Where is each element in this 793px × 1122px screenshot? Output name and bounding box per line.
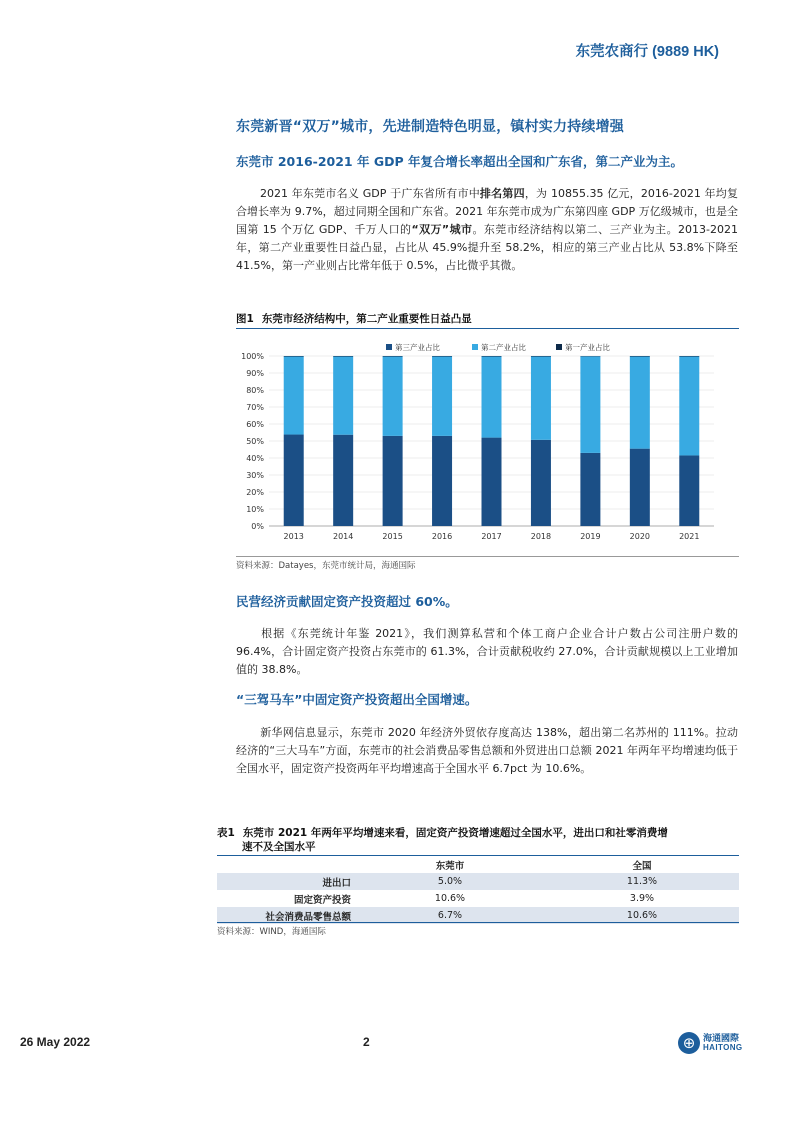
y-tick-label: 20%: [246, 488, 264, 497]
bar-2014-series-0: [333, 435, 353, 526]
bar-2016-series-0: [432, 436, 452, 526]
y-tick-label: 30%: [246, 471, 264, 480]
x-tick-label: 2014: [332, 532, 354, 541]
y-tick-label: 60%: [246, 420, 264, 429]
x-tick-label: 2020: [629, 532, 651, 541]
table-header-row: [217, 856, 739, 873]
y-tick-label: 70%: [246, 403, 264, 412]
y-tick-label: 10%: [246, 505, 264, 514]
bar-2018-series-0: [531, 440, 551, 526]
bar-2017-series-0: [482, 438, 502, 526]
bar-2013-series-0: [284, 435, 304, 526]
subheading-three-engines: “三驾马车”中固定资产投资超出全国增速。: [236, 692, 478, 707]
legend-label: 第三产业占比: [395, 343, 440, 352]
subheading-gdp-growth: 东莞市 2016-2021 年 GDP 年复合增长率超出全国和广东省，第二产业为主。: [236, 154, 683, 169]
table-row: 社会消费品零售总额 6.7% 10.6%: [217, 907, 739, 924]
x-tick-label: 2013: [283, 532, 304, 541]
y-tick-label: 50%: [246, 437, 264, 446]
bar-2014-series-1: [333, 357, 353, 435]
paragraph-private-economy: 根据《东莞统计年鉴 2021》，我们测算私营和个体工商户企业合计户数占公司注册户数的 96.4%，合计固定资产投资占东莞市的 61.3%，合计贡献税收约 27.0%，合计贡献规模以上工业增加值的 38.8%。: [236, 627, 738, 676]
y-tick-label: 80%: [246, 386, 264, 395]
bar-2019-series-1: [580, 356, 600, 453]
paragraph-gdp: 2021 年东莞市名义 GDP 于广东省所有市中排名第四，为 10855.35 亿元，2016-2021 年均复合增长率为 9.7%，超过同期全国和广东省。2021 年东莞市成为广东第四座 GDP 万亿级城市，也是全国第 15 个万亿 GDP、千万人口的“双万”城市。东莞市经济结构以第二、三产业为主。2013-2021 年，第二产业重要性日益凸显，占比从 45.9%提升至 58.2%，相应的第三产业占比从 53.8%下降至 41.5%，第一产业则占比常年低于 0.5%，占比微乎其微。: [236, 187, 738, 272]
haitong-logo: [678, 1032, 743, 1054]
x-tick-label: 2015: [382, 532, 403, 541]
bar-2013-series-2: [284, 356, 304, 357]
table-source: 资料来源：WIND，海通国际: [217, 922, 739, 937]
bar-2018-series-1: [531, 357, 551, 440]
legend-swatch: [556, 344, 562, 350]
bar-2018-series-2: [531, 356, 551, 357]
legend-swatch: [472, 344, 478, 350]
footer-date: 26 May 2022: [20, 1035, 91, 1049]
bar-2015-series-2: [383, 356, 403, 357]
y-tick-label: 40%: [246, 454, 264, 463]
table-row: 固定资产投资 10.6% 3.9%: [293, 893, 655, 906]
bar-2015-series-0: [383, 436, 403, 526]
logo-english-name: HAITONG: [703, 1043, 743, 1052]
bar-2016-series-2: [432, 356, 452, 357]
bar-2017-series-2: [482, 356, 502, 357]
highlight-double-ten-thousand: “双万”城市: [411, 223, 473, 236]
bar-2020-series-0: [630, 449, 650, 526]
page-number: 2: [363, 1035, 370, 1049]
x-tick-label: 2018: [530, 532, 552, 541]
y-tick-label: 100%: [241, 352, 264, 361]
x-tick-label: 2019: [580, 532, 601, 541]
haitong-logo-icon: ⊕: [678, 1032, 700, 1054]
industry-structure-chart: [236, 334, 739, 554]
logo-chinese-name: 海通國際: [703, 1033, 740, 1043]
x-tick-label: 2021: [679, 532, 700, 541]
section-title: 东莞新晋“双万”城市，先进制造特色明显，镇村实力持续增强: [236, 119, 625, 135]
bar-2016-series-1: [432, 357, 452, 436]
bar-2021-series-2: [679, 356, 699, 357]
figure-source: 资料来源：Datayes，东莞市统计局，海通国际: [236, 556, 739, 571]
bar-2021-series-0: [679, 455, 699, 526]
table-caption: 表1 东莞市 2021 年两年平均增速来看，固定资产投资增速超过全国水平，进出口和社零消费增 速不及全国水平: [217, 827, 668, 853]
bar-2020-series-1: [630, 357, 650, 449]
highlight-rank: 排名第四: [479, 187, 525, 200]
bar-2013-series-1: [284, 357, 304, 435]
paragraph-three-engines: 新华网信息显示，东莞市 2020 年经济外贸依存度高达 138%，超出第二名苏州的 111%。拉动经济的“三大马车”方面，东莞市的社会消费品零售总额和外贸进出口总额 2021 年两年平均增速均低于全国水平，固定资产投资两年平均增速高于全国水平 6.7pct 为 10.6%。: [236, 726, 738, 775]
legend-swatch: [386, 344, 392, 350]
legend-label: 第二产业占比: [481, 343, 526, 352]
bar-2017-series-1: [482, 357, 502, 438]
column-header-national: 全国: [632, 860, 652, 872]
growth-comparison-table: [217, 855, 739, 924]
y-tick-label: 0%: [251, 522, 264, 531]
table-row: 进出口 5.0% 11.3%: [217, 873, 739, 890]
legend-label: 第一产业占比: [565, 343, 610, 352]
bar-2019-series-0: [580, 453, 600, 526]
report-header-title: 东莞农商行 (9889 HK): [575, 44, 719, 60]
bar-2021-series-1: [679, 357, 699, 456]
y-tick-label: 90%: [246, 369, 264, 378]
bar-2015-series-1: [383, 357, 403, 436]
column-header-dongguan: 东莞市: [435, 860, 465, 872]
subheading-private-economy: 民营经济贡献固定资产投资超过 60%。: [236, 594, 458, 609]
figure-caption: 图1 东莞市经济结构中，第二产业重要性日益凸显: [236, 307, 739, 329]
bar-2020-series-2: [630, 356, 650, 357]
bar-2014-series-2: [333, 356, 353, 357]
x-tick-label: 2016: [431, 532, 453, 541]
x-tick-label: 2017: [481, 532, 502, 541]
